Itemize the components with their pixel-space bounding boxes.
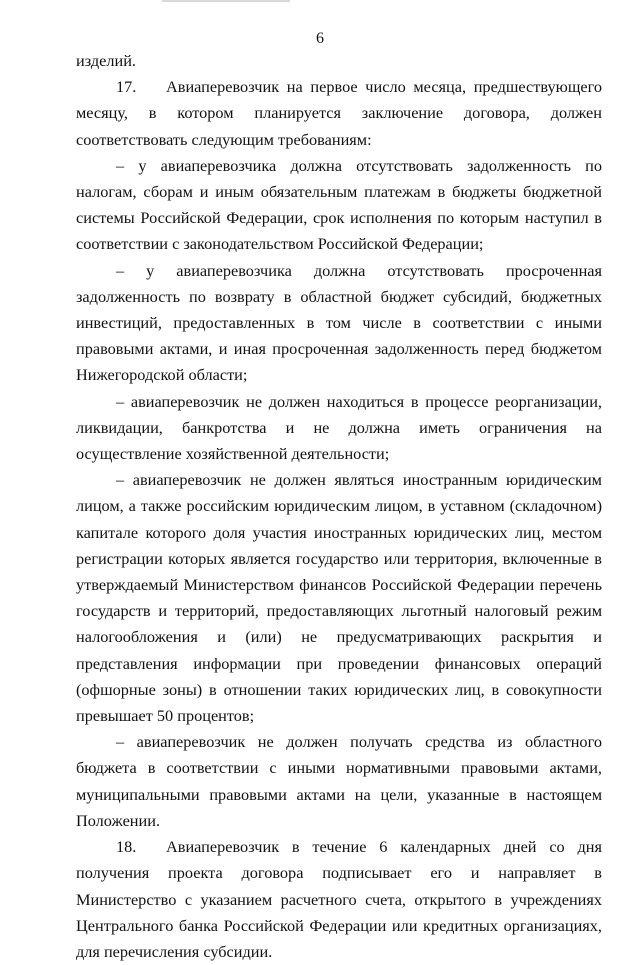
requirement-item-reorganization: – авиаперевозчик не должен находиться в процессе реорганизации, ликвидации, банкротства и не должна иметь ограничения на осуществление хозяйственной деятельности; <box>76 391 602 464</box>
requirement-item-foreign-entity: – авиаперевозчик не должен являться иностранным юридическим лицом, а также российским юридическим лицом, в уставном (складочном) капитале которого доля участия иностранных юридических лиц, местом регистрации которых является государство или территория, включенные в утверждаемый Министерством финансов Российской Федерации перечень государств и территорий, предоставляющих льготный налоговый режим налогообложения и (или) не предусматривающих раскрытия и представления информации при проведении финансовых операций (офшорные зоны) в отношении таких юридических лиц, в совокупности превышает 50 процентов; <box>76 470 602 726</box>
requirement-item-other-funding: – авиаперевозчик не должен получать средства из областного бюджета в соответствии с иными нормативными правовыми актами, муниципальными правовыми актами на цели, указанные в настоящем Положении. <box>76 732 602 830</box>
requirement-item-tax-debt: – у авиаперевозчика должна отсутствовать задолженность по налогам, сборам и иным обязательным платежам в бюджеты бюджетной системы Российской Федерации, срок исполнения по которым наступил в соответствии с законодательством Российской Федерации; <box>76 155 602 254</box>
requirement-item-overdue-debt: – у авиаперевозчика должна отсутствовать просроченная задолженность по возврату в областной бюджет субсидий, бюджетных инвестиций, предоставленных в том числе в соответствии с иными правовыми актами, и иная просроченная задолженность перед бюджетом Нижегородской области; <box>76 260 602 385</box>
clause-18 <box>76 834 602 965</box>
document-body <box>76 48 602 965</box>
paragraph-continuation: изделий. <box>76 51 136 70</box>
clause-18-number: 18. <box>116 837 137 857</box>
clause-17-number: 17. <box>116 77 137 97</box>
page-number: 6 <box>316 30 324 47</box>
clause-17-text: Авиаперевозчик на первое число месяца, предшествующего месяцу, в котором планируется заключение договора, должен соответствовать следующим требованиям: <box>76 77 602 149</box>
clause-17 <box>76 74 602 153</box>
clause-18-text: Авиаперевозчик в течение 6 календарных дней со дня получения проекта договора подписывает его и направляет в Министерство с указанием расчетного счета, открытого в учреждениях Центрального банка Российской Федерации или кредитных организациях, для перечисления субсидии. <box>76 837 602 961</box>
top-edge-mark <box>162 0 290 2</box>
